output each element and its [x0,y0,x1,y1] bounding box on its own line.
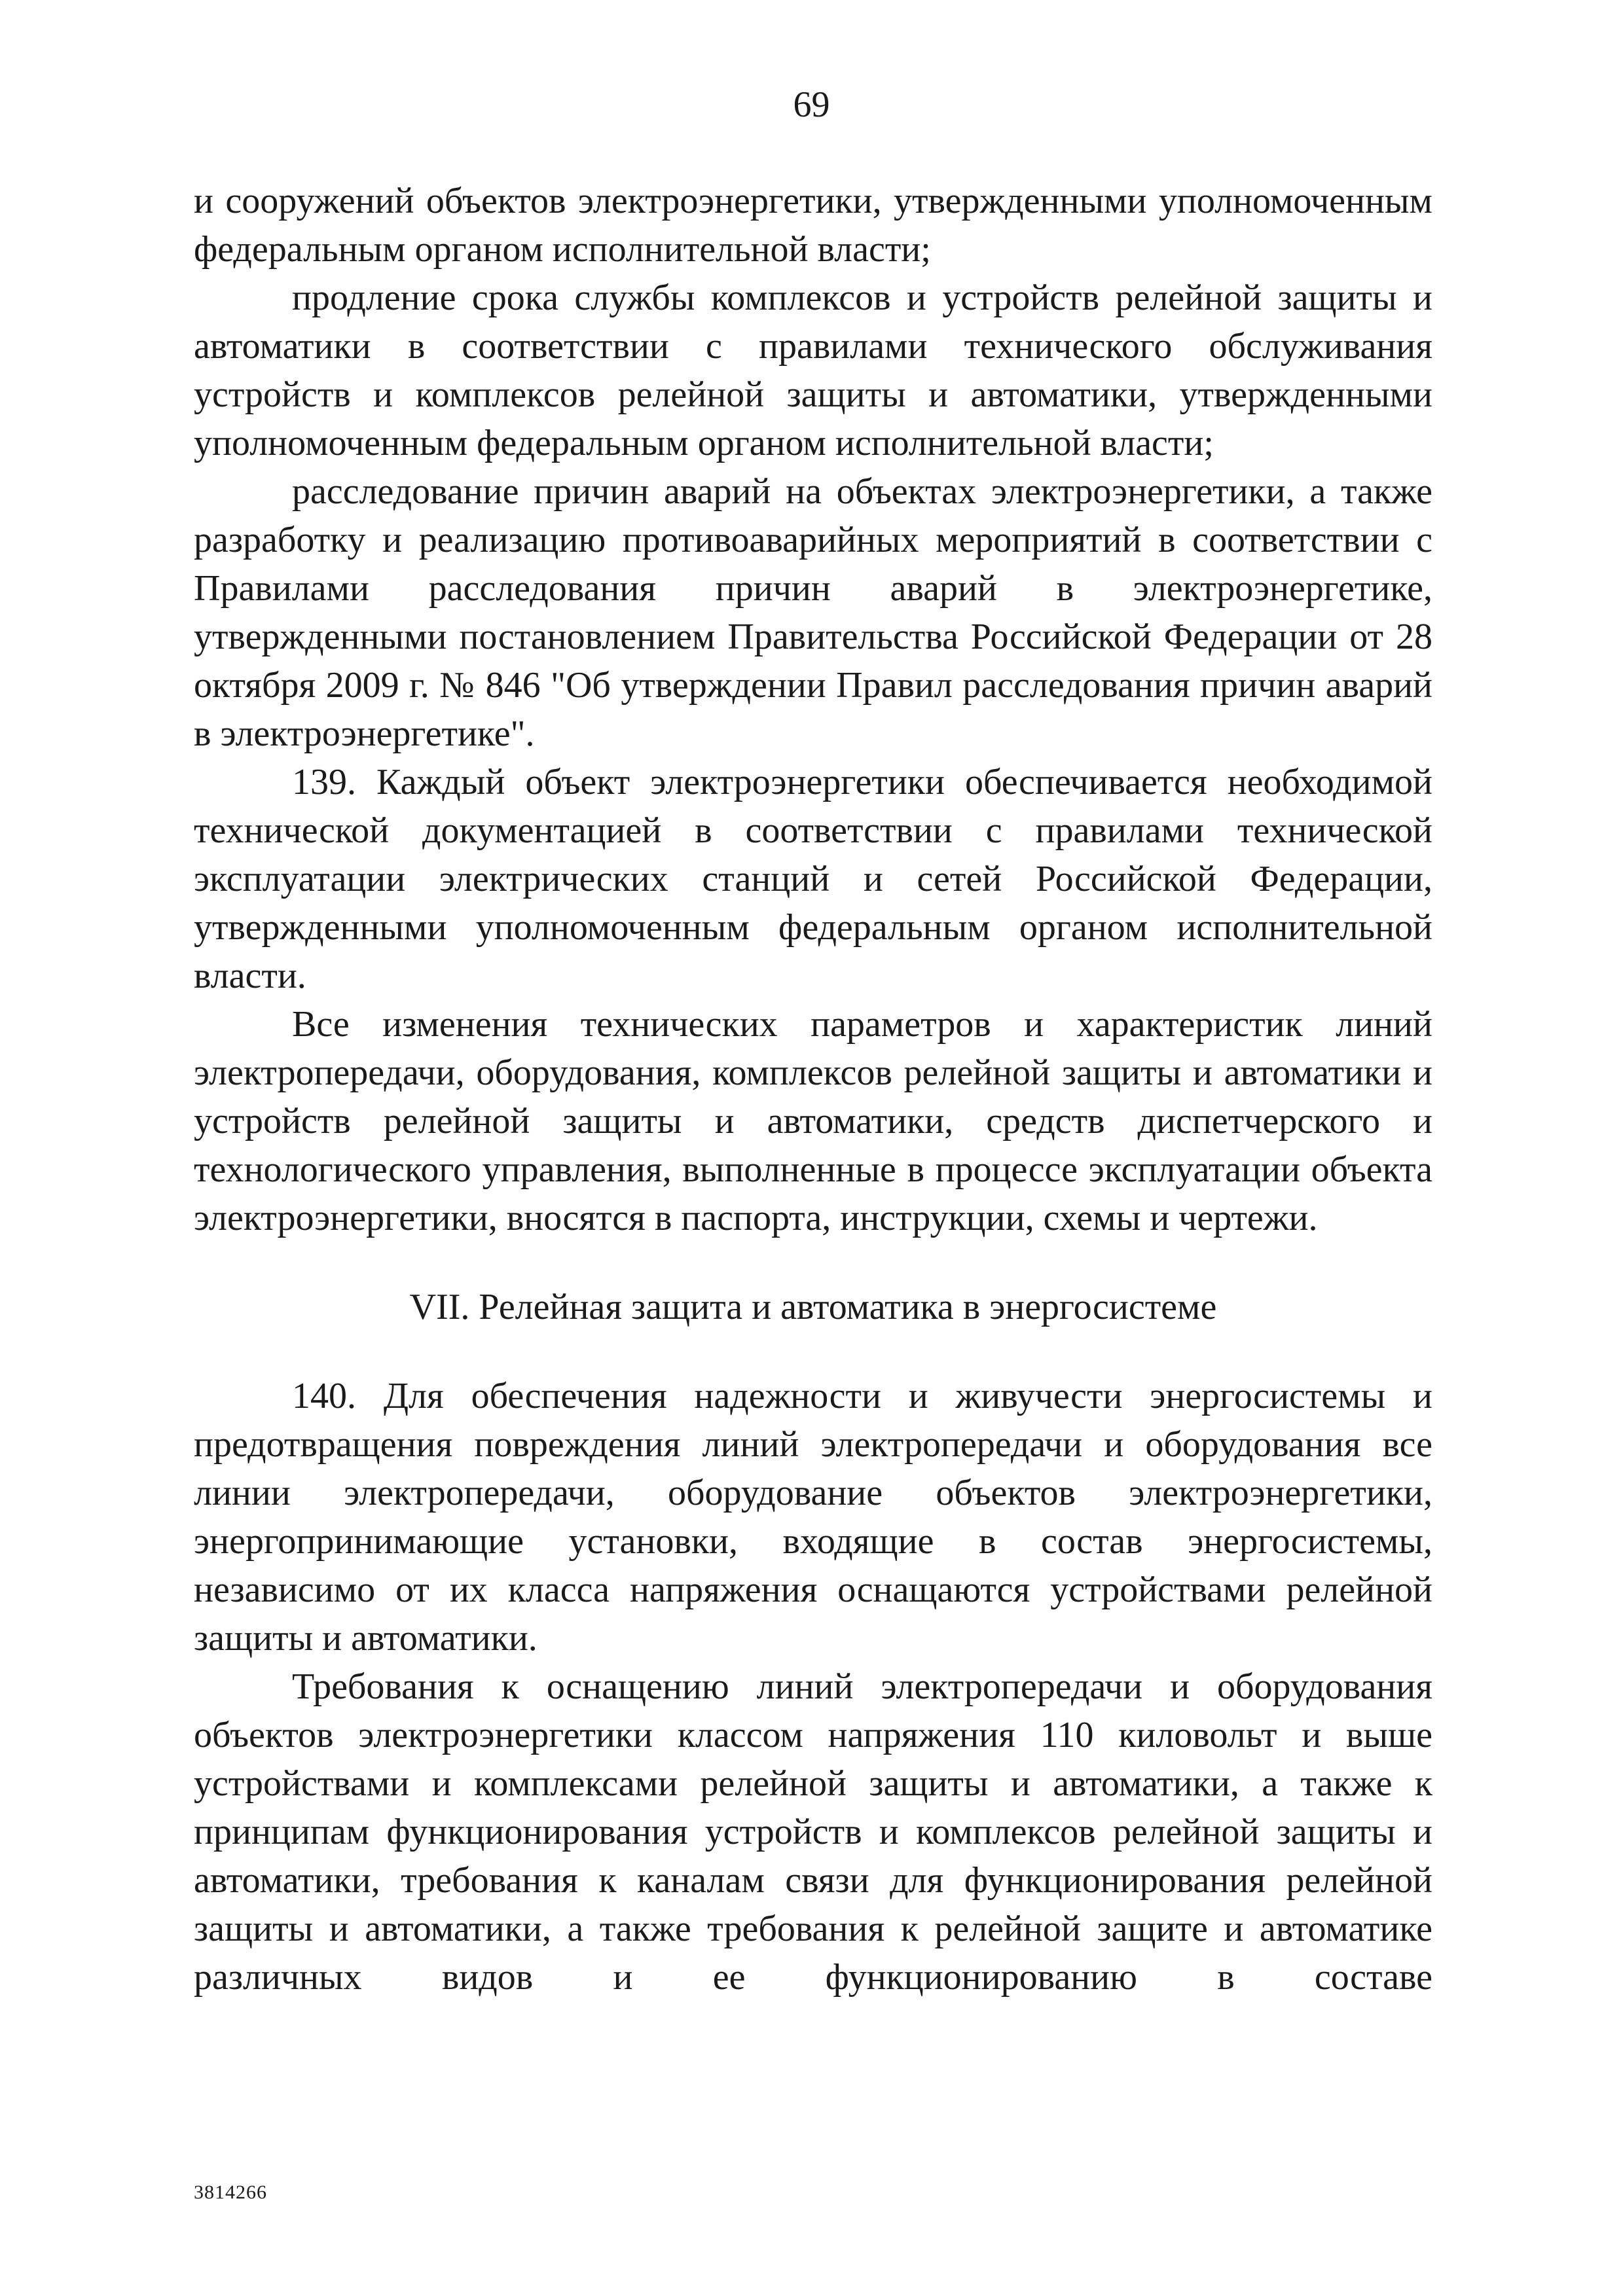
paragraph-equipment-requirements: Требования к оснащению линий электропередачи и оборудования объектов электроэнергетики классом напряжения 110 киловольт и выше устройствами и комплексами релейной защиты и автоматики, а также к принципам функционирования устройств и комплексов релейной защиты и автоматики, требования к каналам связи для функционирования релейной защиты и автоматики, а также требования к релейной защите и автоматике различных видов и ее функционированию в составе [194,1666,1432,1998]
paragraph-service-life-extension: продление срока службы комплексов и устройств релейной защиты и автоматики в соответствии с правилами технического обслуживания устройств и комплексов релейной защиты и автоматики, утвержденными уполномоченным федеральным органом исполнительной власти; [194,278,1432,463]
paragraph-parameter-changes: Все изменения технических параметров и характеристик линий электропередачи, оборудования, комплексов релейной защиты и автоматики и устройств релейной защиты и автоматики, средств диспетчерского и технологического управления, выполненные в процессе эксплуатации объекта электроэнергетики, вносятся в паспорта, инструкции, схемы и чертежи. [194,1004,1432,1238]
document-code: 3814266 [194,2181,267,2203]
page-number: 69 [793,84,830,125]
paragraph-clause-139: 139. Каждый объект электроэнергетики обеспечивается необходимой технической документацией в соответствии с правилами технической эксплуатации электрических станций и сетей Российской Федерации, утвержденными уполномоченным федеральным органом исполнительной власти. [194,762,1432,996]
paragraph-clause-140: 140. Для обеспечения надежности и живучести энергосистемы и предотвращения повреждения линий электропередачи и оборудования все линии электропередачи, оборудование объектов электроэнергетики, энергопринимающие установки, входящие в состав энергосистемы, независимо от их класса напряжения оснащаются устройствами релейной защиты и автоматики. [194,1376,1432,1659]
paragraph-accident-investigation: расследование причин аварий на объектах электроэнергетики, а также разработку и реализацию противоаварийных мероприятий в соответствии с Правилами расследования причин аварий в электроэнергетике, утвержденными постановлением Правительства Российской Федерации от 28 октября 2009 г. № 846 "Об утверждении Правил расследования причин аварий в электроэнергетике". [194,471,1432,754]
paragraph-continuation: и сооружений объектов электроэнергетики, утвержденными уполномоченным федеральным органом исполнительной власти; [194,181,1432,270]
section-heading: VII. Релейная защита и автоматика в энергосистеме [409,1287,1217,1327]
document-body [194,177,1432,2001]
